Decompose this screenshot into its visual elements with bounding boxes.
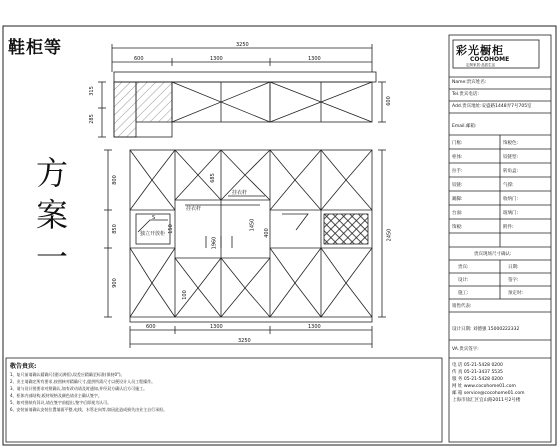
dim-bottom-c: 1300 — [308, 324, 321, 330]
dim-height-total: 2450 — [386, 228, 393, 242]
note-line-2: 2、业主请确定所有要求,按图核对精确尺寸,提供所需尺寸以便设计人员工程操作。 — [10, 379, 156, 384]
spec-1b: 饰板色: — [503, 141, 519, 146]
spec-7a: 饰板: — [452, 225, 463, 230]
dim-inner-1960: 1960 — [211, 236, 218, 250]
label-open-shelf-mark: S — [152, 215, 156, 221]
design-date: 设计日期: 刘德强 15000222332 — [452, 327, 520, 332]
logo-sub: COCOHOME — [470, 56, 510, 63]
dim-inner-400: 400 — [263, 228, 270, 238]
confirm-3a: 施工: — [458, 291, 469, 296]
dim-bottom-b: 1300 — [210, 324, 223, 330]
note-line-5: 5、如对图纸有异议,请在签字前提出,签字后即视为认可。 — [10, 400, 112, 405]
spec-2a: 柜体: — [452, 155, 463, 160]
contact-2: 传 真 05-21-3437 5535 — [452, 370, 503, 375]
spec-3a: 拉手: — [452, 169, 463, 174]
label-hanger-2: 挂衣杆 — [232, 190, 248, 196]
spec-2b: 铰链型: — [503, 155, 519, 160]
confirm-2b: 签字: — [508, 278, 519, 283]
spec-6a: 台面: — [452, 211, 463, 216]
elevation — [104, 150, 386, 348]
plan-title-char-3: 一 — [35, 238, 68, 276]
contact-5: 邮 箱 service@cocohome01.com — [452, 391, 525, 396]
dim-left-mid: 285 — [88, 114, 95, 124]
confirm-1b: 日期: — [508, 265, 519, 270]
spec-4a: 铰链: — [452, 183, 463, 188]
dim-h-900: 900 — [111, 278, 118, 288]
page-title: 鞋柜等 — [8, 38, 62, 58]
contact-4: 网 址 www.cocohome01.com — [452, 384, 516, 389]
confirm-2a: 设计: — [458, 278, 469, 283]
notes-heading: 敬告贵宾: — [10, 363, 37, 370]
confirm-head: 贵宾现场尺寸确认: — [474, 252, 512, 257]
top-plan-wall — [114, 72, 376, 82]
logo-main: 彩光橱柜 — [456, 44, 504, 57]
dim-left-top: 315 — [88, 86, 95, 96]
label-open-shelf: 独立开放柜 — [140, 231, 166, 237]
label-hanger-1: 挂衣杆 — [186, 206, 202, 212]
dim-h-850: 850 — [111, 224, 118, 234]
confirm-1a: 贵宾: — [458, 265, 469, 270]
dim-top-b: 1300 — [210, 56, 223, 62]
info-address: Add.贵宾地址:安盛路1448弄7号705室 — [452, 104, 532, 109]
dim-h-800: 800 — [111, 175, 118, 185]
dim-right-top: 600 — [385, 96, 392, 106]
dim-top-a: 600 — [134, 56, 144, 62]
spec-6b: 玻璃门: — [503, 211, 519, 216]
designer-label: 销售代表: — [452, 304, 472, 309]
spec-5a: 踢脚: — [452, 197, 463, 202]
plan-title-char-1: 方 — [35, 154, 68, 192]
dim-inner-100: 100 — [181, 290, 188, 300]
spec-5b: 收纳门: — [503, 197, 519, 202]
logo-tag: 定制家居·品质生活 — [466, 63, 496, 67]
dim-bottom-total: 3250 — [238, 338, 251, 344]
contact-6: 上海市徐汇区宜山路2011号2号楼 — [452, 398, 521, 403]
confirm-3b: 预定时: — [508, 291, 524, 296]
info-name: Name:贵宾姓名: — [452, 80, 487, 85]
contact-1: 电 话 05-21-5428 0200 — [452, 363, 503, 368]
dim-top-c: 1300 — [308, 56, 321, 62]
dim-inner-1450: 1450 — [249, 218, 256, 232]
dim-top-total: 3250 — [236, 42, 249, 48]
plan-title-char-2: 案 — [35, 196, 68, 234]
va-label: VA.贵宾签字: — [452, 347, 479, 352]
contact-3: 服 务 05-21-5428 0200 — [452, 377, 503, 382]
spec-3b: 转角盒: — [503, 169, 519, 174]
note-line-6: 6、安装前请确认安装位置墙面平整,电线、水管走向等,如因此造成损失由业主自行承担。 — [10, 407, 168, 412]
spec-4b: 气撑: — [503, 183, 514, 188]
dim-inner-685: 685 — [209, 173, 216, 183]
dim-bottom-a: 600 — [146, 324, 156, 330]
spec-7b: 附件: — [503, 225, 514, 230]
info-email: Email.邮箱: — [452, 124, 477, 129]
note-line-4: 4、柜体内部结构,板材规格及颜色请业主确认签字。 — [10, 393, 102, 398]
info-tel: Tel.贵宾电话: — [452, 92, 479, 97]
note-line-3: 3、请与设计图要求对照确认,如有改动请及时通知,并经双方确认后方可施工。 — [10, 386, 148, 391]
dim-inner-150: 150 — [167, 224, 174, 234]
spec-1a: 门框: — [452, 141, 463, 146]
note-line-1: 1、复尺前请确认精确尺(建议满柜),误差应精确至标准(保持0°)。 — [10, 372, 125, 377]
